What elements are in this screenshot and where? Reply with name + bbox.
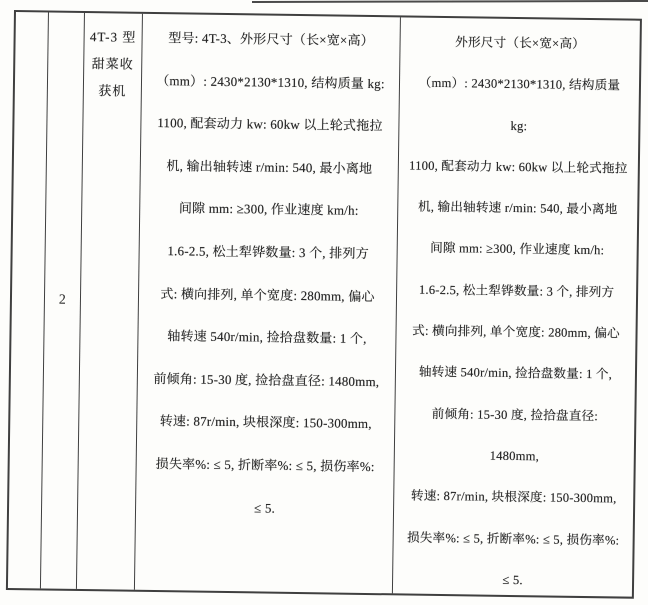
spec-line: 损失率%: ≤ 5, 折断率%: ≤ 5, 损伤率%: <box>155 455 375 475</box>
spec-line: 转速: 87r/min, 块根深度: 150-300mm, <box>159 413 372 432</box>
scan-edge-artifact <box>252 0 648 3</box>
spec-line: ≤ 5. <box>502 572 523 588</box>
row-number: 2 <box>58 292 67 308</box>
spec-table <box>6 10 642 599</box>
machine-name-line: 获机 <box>98 83 127 99</box>
spec-line: 轴转速 540r/min, 捡拾盘数量: 1 个, <box>418 365 613 382</box>
spec-line: 前倾角: 15-30 度, 捡拾盘直径: 1480mm, <box>153 370 380 389</box>
spec-line: 机, 输出轴转速 r/min: 540, 最小离地 <box>166 157 373 176</box>
spec-line: 前倾角: 15-30 度, 捡拾盘直径: <box>431 406 599 423</box>
spec-line: 外形尺寸（长×宽×高） <box>455 35 586 51</box>
spec-line: 式: 横向排列, 单个宽度: 280mm, 偏心 <box>160 285 375 304</box>
spec-line: 转速: 87r/min, 块根深度: 150-300mm, <box>410 488 617 506</box>
spec-line: （mm）: 2430*2130*1310, 结构质量 <box>418 75 621 93</box>
spec-line: 机, 输出轴转速 r/min: 540, 最小离地 <box>417 199 618 217</box>
spec-left-cell <box>134 14 400 594</box>
spec-line: 1.6-2.5, 松土犁铧数量: 3 个, 排列方 <box>167 243 369 261</box>
spec-line: 间隙 mm: ≥300, 作业速度 km/h: <box>430 241 605 258</box>
spec-line: 型号: 4T-3、外形尺寸（长×宽×高） <box>168 30 375 49</box>
spec-line: ≤ 5. <box>254 499 276 516</box>
spec-line: 损失率%: ≤ 5, 折断率%: ≤ 5, 损伤率%: <box>406 530 620 548</box>
spec-line: （mm）: 2430*2130*1310, 结构质量 kg: <box>156 72 385 91</box>
spec-line: 轴转速 540r/min, 捡拾盘数量: 1 个, <box>167 328 367 347</box>
spec-line: 间隙 mm: ≥300, 作业速度 km/h: <box>178 200 359 219</box>
spec-line: kg: <box>510 118 528 133</box>
machine-name-line: 甜菜收 <box>91 56 134 72</box>
spec-line: 式: 横向排列, 单个宽度: 280mm, 偏心 <box>412 323 620 341</box>
machine-name-line: 4T-3 型 <box>89 29 137 45</box>
spec-line: 1480mm, <box>489 448 540 464</box>
spec-line: 1100, 配套动力 kw: 60kw 以上轮式拖拉 <box>409 158 628 176</box>
spec-right-cell <box>392 17 640 596</box>
spec-line: 1100, 配套动力 kw: 60kw 以上轮式拖拉 <box>157 115 383 134</box>
machine-name-cell <box>76 13 142 590</box>
spec-line: 1.6-2.5, 松土犁铧数量: 3 个, 排列方 <box>418 282 615 300</box>
